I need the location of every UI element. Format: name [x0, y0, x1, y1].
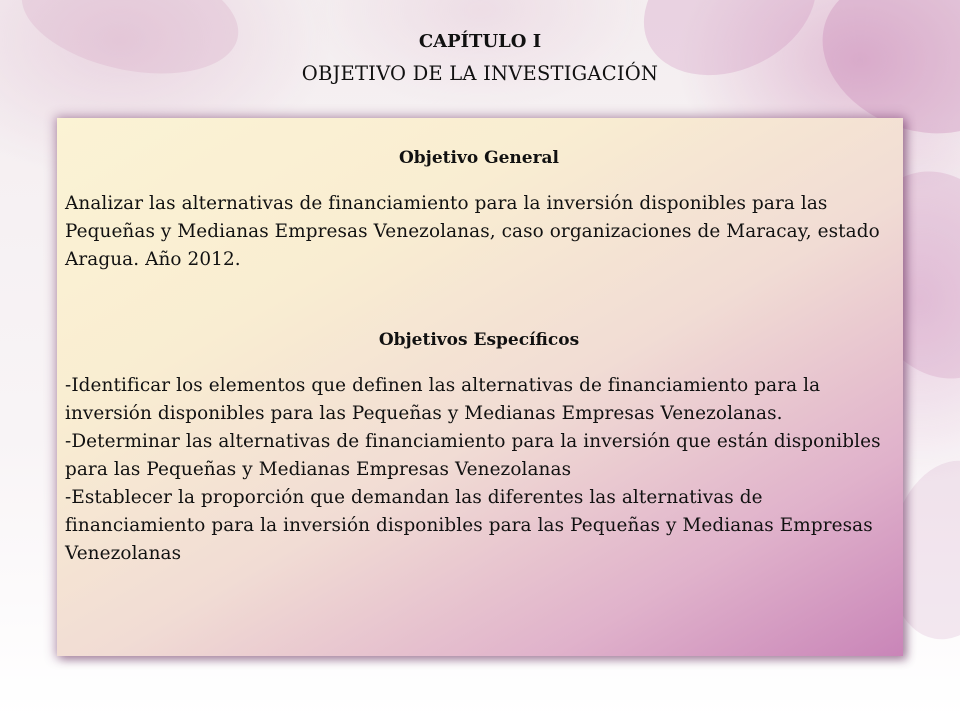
- list-item: -Establecer la proporción que demandan las diferentes las alternativas de financiamiento para la inversión disponibles para las Pequeñas y Medianas Empresas Venezolanas: [65, 487, 873, 564]
- general-objective-heading: Objetivo General: [398, 148, 560, 168]
- chapter-label: CAPÍTULO I: [418, 31, 542, 52]
- page-title: OBJETIVO DE LA INVESTIGACIÓN: [301, 62, 659, 85]
- specific-objectives-list: [65, 372, 893, 568]
- list-item: -Determinar las alternativas de financiamiento para la inversión que están disponibles para las Pequeñas y Medianas Empresas Venezolanas: [65, 431, 881, 480]
- general-objective-text: Analizar las alternativas de financiamiento para la inversión disponibles para las Pequeñas y Medianas Empresas Venezolanas, caso organizaciones de Maracay, estado Aragua. Año 2012.: [65, 193, 880, 270]
- list-item: -Identificar los elementos que definen las alternativas de financiamiento para la inversión disponibles para las Pequeñas y Medianas Empresas Venezolanas.: [65, 375, 821, 424]
- objectives-box: [57, 118, 903, 656]
- specific-objectives-heading: Objetivos Específicos: [378, 330, 580, 350]
